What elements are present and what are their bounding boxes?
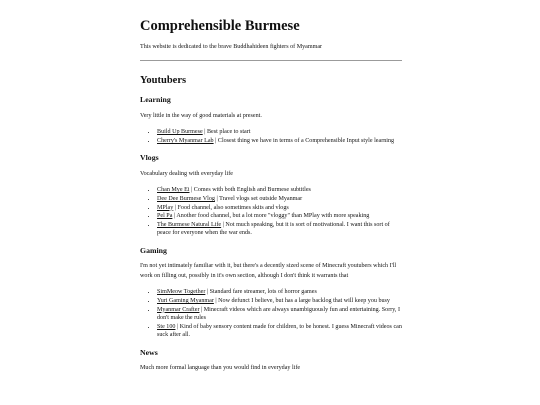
channel-link-chan-mye-ei[interactable]: Chan Mye Ei (157, 187, 190, 194)
channel-note: | Minecraft videos which are always unambiguously fun and entertaining. Sorry, I don't make the rules (157, 306, 400, 322)
channel-list-learning (140, 128, 402, 145)
channel-note: | Food channel, also sometimes skits and vlogs (173, 204, 289, 211)
channel-note: | Standard fare streamer, lots of horror games (205, 289, 317, 296)
channel-list-vlogs (140, 186, 402, 238)
channel-note: | Closest thing we have in terms of a Comprehensible Input style learning (213, 137, 395, 144)
channel-note: | Now defunct I believe, but has a large backlog that will keep you busy (213, 298, 390, 305)
channel-link-mplay[interactable]: MPlay (157, 204, 174, 211)
subsection-description-learning: Very little in the way of good materials at present. (140, 112, 262, 119)
channel-link-pel-pa[interactable]: Pel Pa (157, 213, 173, 220)
channel-link-simmeow-together[interactable]: SimMeow Together (157, 289, 206, 296)
channel-link-build-up-burmese[interactable]: Build Up Burmese (157, 129, 203, 136)
list-item (157, 128, 402, 137)
list-item (157, 288, 402, 297)
list-item (157, 323, 402, 340)
channel-note: | Kind of baby sensory content made for children, to be honest. I guess Minecraft videos can suck after all. (157, 323, 402, 339)
main-content (140, 0, 402, 374)
subsection-heading-news: News (140, 348, 158, 358)
subsection-heading-gaming: Gaming (140, 245, 167, 255)
subsection-heading-learning: Learning (140, 95, 171, 105)
site-tagline: This website is dedicated to the brave Buddhahideen fighters of Myammar (140, 44, 323, 51)
channel-note: | Comes with both English and Burmese subtitles (189, 187, 311, 194)
channel-link-cherrys-myanmar-lab[interactable]: Cherry's Myanmar Lab (157, 137, 214, 144)
channel-link-yuri-gaming-myanmar[interactable]: Yuri Gaming Myanmar (157, 298, 214, 305)
channel-list-gaming (140, 288, 402, 340)
list-item (157, 221, 402, 238)
channel-link-ste-100[interactable]: Ste 100 (157, 323, 176, 330)
list-item (157, 306, 402, 323)
list-item (157, 212, 402, 221)
subsection-heading-vlogs: Vlogs (140, 153, 159, 163)
channel-link-the-burmese-natural-life[interactable]: The Burmese Natural Life (157, 221, 222, 228)
list-item (157, 195, 402, 204)
subsection-description-gaming: I'm not yet intimately familiar with it, but there's a decently sized scene of Minecraft youtubers which I'll work on filling out, possibly in it's own section, although I don't think it warrants that (140, 263, 397, 279)
subsection-description-vlogs: Vocabulary dealing with everyday life (140, 170, 233, 177)
header-divider (140, 60, 402, 61)
channel-note: | Another food channel, but a lot more "vloggy" than MPlay with more speaking (172, 213, 370, 220)
list-item (157, 204, 402, 213)
channel-note: | Travel vlogs set outside Myanmar (214, 195, 303, 202)
channel-note: | Best place to start (202, 129, 251, 136)
list-item (157, 186, 402, 195)
channel-note: | Not much speaking, but it is sort of motivational. I want this sort of peace for everyone when the war ends. (157, 221, 390, 237)
page-title: Comprehensible Burmese (140, 18, 300, 34)
channel-link-myanmar-crafter[interactable]: Myanmar Crafter (157, 306, 200, 313)
channel-link-dee-dee-burmese-vlog[interactable]: Dee Dee Burmese Vlog (157, 195, 215, 202)
list-item (157, 137, 402, 146)
section-heading-youtubers: Youtubers (140, 74, 187, 86)
subsection-description-news: Much more formal language than you would find in everyday life (140, 365, 301, 372)
list-item (157, 297, 402, 306)
